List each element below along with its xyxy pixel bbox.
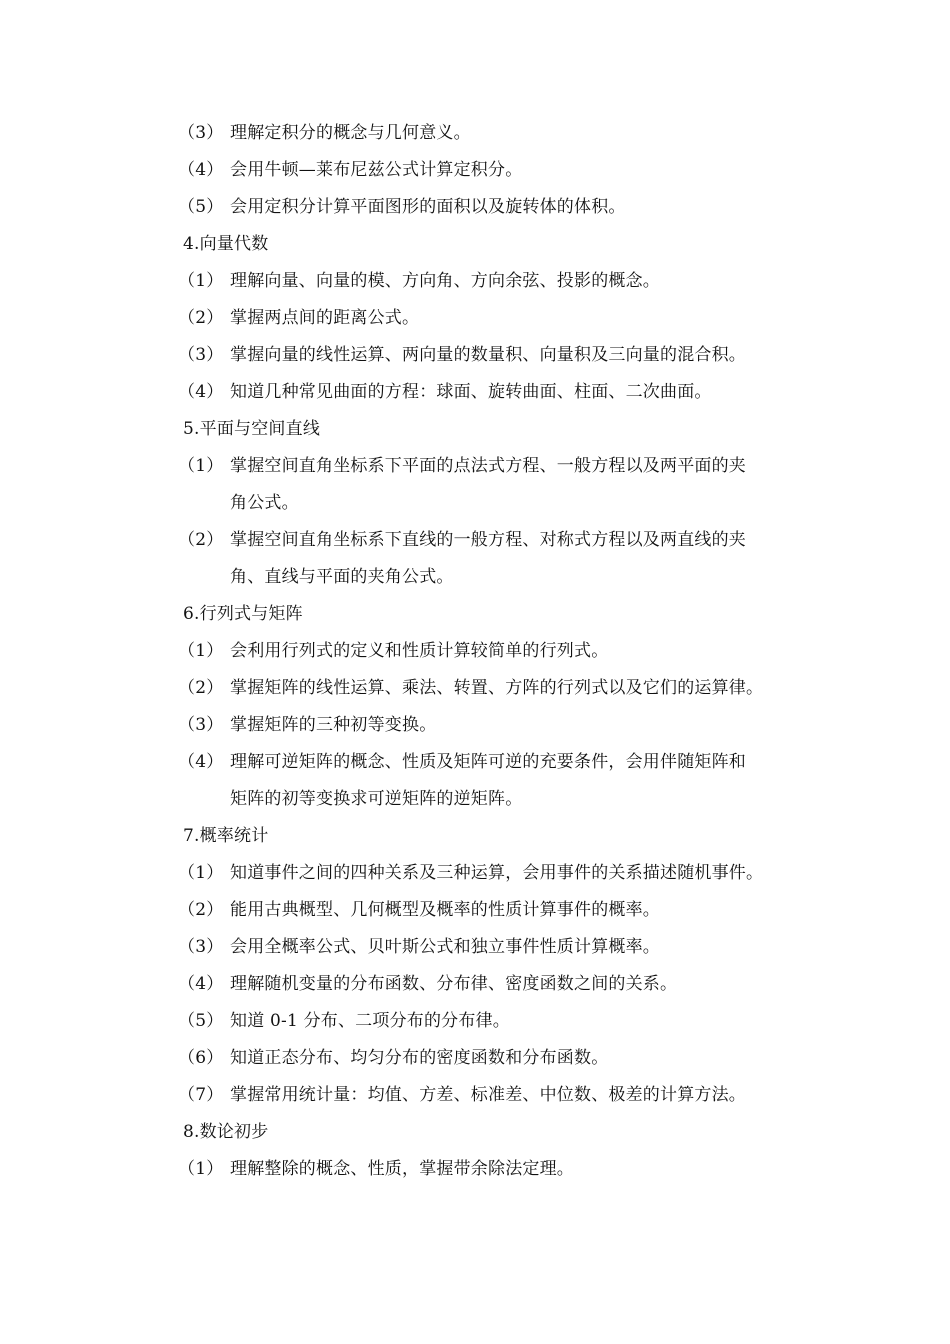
list-item-number: （3） xyxy=(178,715,224,735)
list-item xyxy=(178,929,818,966)
list-item-text: 能用古典概型、几何概型及概率的性质计算事件的概率。 xyxy=(230,900,660,920)
document-body xyxy=(178,115,818,1188)
list-item-continuation: 角公式。 xyxy=(230,493,299,513)
list-item-number: （5） xyxy=(178,1011,224,1031)
list-item-text: 掌握两点间的距离公式。 xyxy=(230,308,420,328)
list-item xyxy=(178,189,818,226)
list-item-number: （4） xyxy=(178,382,224,402)
section-heading: 7.概率统计 xyxy=(183,826,269,846)
list-item-number: （2） xyxy=(178,308,224,328)
list-item xyxy=(178,670,818,707)
list-item xyxy=(178,152,818,189)
section-heading: 6.行列式与矩阵 xyxy=(183,604,303,624)
list-item-text: 理解随机变量的分布函数、分布律、密度函数之间的关系。 xyxy=(230,974,678,994)
list-item-text: 掌握空间直角坐标系下直线的一般方程、对称式方程以及两直线的夹 xyxy=(230,530,746,550)
list-item xyxy=(178,522,818,559)
list-item xyxy=(178,263,818,300)
list-item-text: 理解整除的概念、性质，掌握带余除法定理。 xyxy=(230,1159,574,1179)
list-item-number: （6） xyxy=(178,1048,224,1068)
list-item-text: 掌握常用统计量：均值、方差、标准差、中位数、极差的计算方法。 xyxy=(230,1085,746,1105)
list-item-text: 会利用行列式的定义和性质计算较简单的行列式。 xyxy=(230,641,609,661)
list-item-text: 掌握空间直角坐标系下平面的点法式方程、一般方程以及两平面的夹 xyxy=(230,456,746,476)
list-item-text: 理解定积分的概念与几何意义。 xyxy=(230,123,471,143)
list-item-number: （1） xyxy=(178,271,224,291)
list-item xyxy=(178,966,818,1003)
list-item xyxy=(178,892,818,929)
list-item xyxy=(178,744,818,781)
list-item-text: 掌握矩阵的三种初等变换。 xyxy=(230,715,437,735)
list-item xyxy=(178,337,818,374)
section-heading: 4.向量代数 xyxy=(183,234,269,254)
list-item-number: （7） xyxy=(178,1085,224,1105)
list-item-number: （1） xyxy=(178,456,224,476)
list-item-number: （3） xyxy=(178,345,224,365)
list-item-number: （2） xyxy=(178,678,224,698)
list-item-number: （1） xyxy=(178,641,224,661)
list-item-text: 掌握向量的线性运算、两向量的数量积、向量积及三向量的混合积。 xyxy=(230,345,746,365)
list-item-number: （4） xyxy=(178,974,224,994)
list-item-text: 会用全概率公式、贝叶斯公式和独立事件性质计算概率。 xyxy=(230,937,660,957)
list-item xyxy=(178,633,818,670)
list-item-number: （1） xyxy=(178,863,224,883)
list-item-text: 掌握矩阵的线性运算、乘法、转置、方阵的行列式以及它们的运算律。 xyxy=(230,678,764,698)
list-item-text: 会用定积分计算平面图形的面积以及旋转体的体积。 xyxy=(230,197,626,217)
list-item-number: （4） xyxy=(178,752,224,772)
list-item-number: （1） xyxy=(178,1159,224,1179)
list-item-text: 知道几种常见曲面的方程：球面、旋转曲面、柱面、二次曲面。 xyxy=(230,382,712,402)
section-heading: 8.数论初步 xyxy=(183,1122,269,1142)
list-item-text: 知道 0-1 分布、二项分布的分布律。 xyxy=(230,1011,510,1031)
list-item-number: （2） xyxy=(178,530,224,550)
list-item-text: 会用牛顿—莱布尼兹公式计算定积分。 xyxy=(230,160,523,180)
list-item xyxy=(178,1077,818,1114)
list-item xyxy=(178,1151,818,1188)
list-item xyxy=(178,1040,818,1077)
list-item xyxy=(178,855,818,892)
list-item-text: 理解可逆矩阵的概念、性质及矩阵可逆的充要条件，会用伴随矩阵和 xyxy=(230,752,746,772)
list-item xyxy=(178,300,818,337)
section-heading: 5.平面与空间直线 xyxy=(183,419,321,439)
list-item-continuation: 矩阵的初等变换求可逆矩阵的逆矩阵。 xyxy=(230,789,523,809)
list-item xyxy=(178,707,818,744)
list-item xyxy=(178,1003,818,1040)
list-item-number: （3） xyxy=(178,123,224,143)
list-item xyxy=(178,374,818,411)
list-item-text: 知道正态分布、均匀分布的密度函数和分布函数。 xyxy=(230,1048,609,1068)
list-item-number: （4） xyxy=(178,160,224,180)
list-item-number: （5） xyxy=(178,197,224,217)
list-item-number: （2） xyxy=(178,900,224,920)
list-item-continuation: 角、直线与平面的夹角公式。 xyxy=(230,567,454,587)
list-item-text: 理解向量、向量的模、方向角、方向余弦、投影的概念。 xyxy=(230,271,660,291)
list-item-number: （3） xyxy=(178,937,224,957)
list-item xyxy=(178,448,818,485)
list-item-text: 知道事件之间的四种关系及三种运算，会用事件的关系描述随机事件。 xyxy=(230,863,764,883)
list-item xyxy=(178,115,818,152)
